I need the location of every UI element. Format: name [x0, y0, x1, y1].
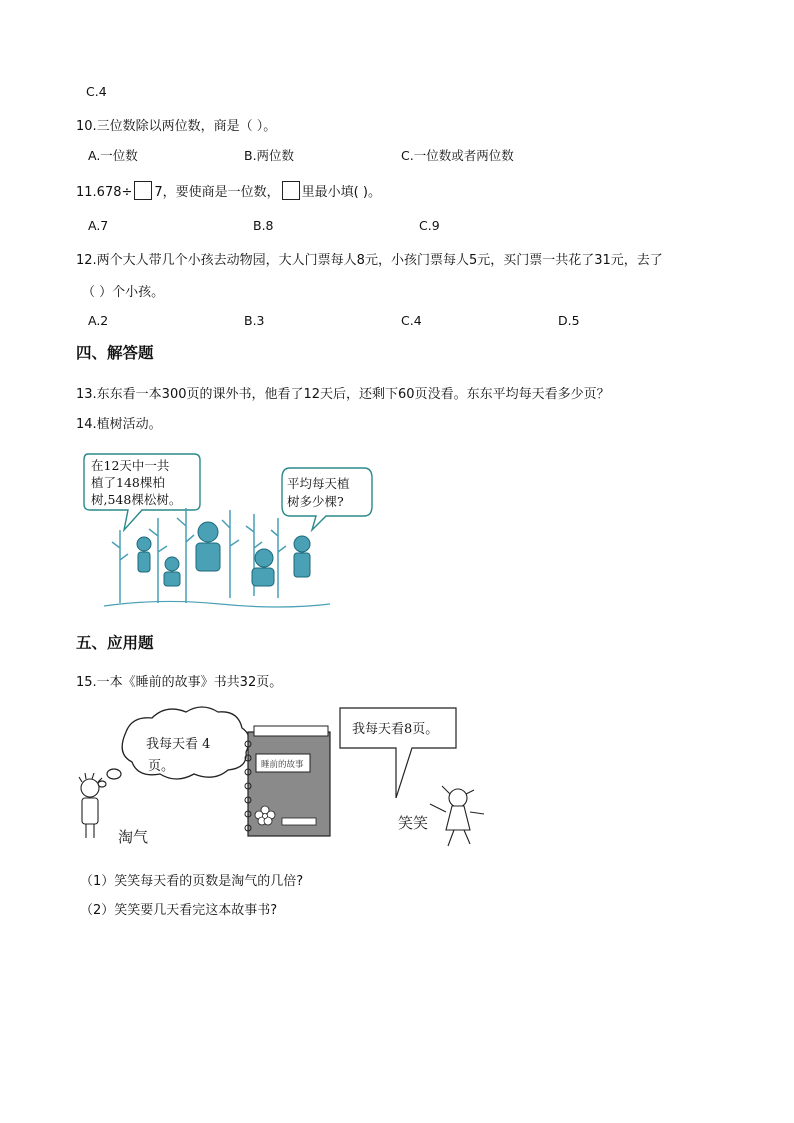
q12-option-c: C.4 [401, 313, 422, 328]
q11-suffix: 里最小填( )。 [301, 185, 381, 200]
q10-option-b: B.两位数 [244, 148, 295, 163]
q12-text-line1: 12.两个大人带几个小孩去动物园，大人门票每人8元，小孩门票每人5元，买门票一共花了31元，去了 [76, 253, 663, 268]
cloud-text-line2: 页。 [148, 759, 175, 774]
bubble-right-line2: 树多少棵? [287, 494, 344, 509]
blank-box [282, 181, 300, 200]
tree-planting-illustration [80, 448, 380, 613]
bubble-right-line1: 平均每天植 [287, 476, 350, 491]
ground-lines [104, 601, 330, 607]
speech-text: 我每天看8页。 [352, 722, 439, 737]
q11-option-b: B.8 [253, 218, 274, 233]
q15-sub1: （1）笑笑每天看的页数是淘气的几倍? [80, 874, 304, 889]
q11-middle: 7，要使商是一位数， [154, 185, 280, 200]
q15-text: 15.一本《睡前的故事》书共32页。 [76, 675, 283, 690]
section-title: 五、应用题 [76, 634, 154, 652]
q11-option-a: A.7 [88, 218, 109, 233]
q10-option-c: C.一位数或者两位数 [401, 148, 514, 163]
q11-option-c: C.9 [419, 218, 440, 233]
book-title: 睡前的故事 [261, 760, 304, 770]
q11-text [76, 181, 381, 200]
q15-sub2: （2）笑笑要几天看完这本故事书? [80, 903, 278, 918]
q12-option-a: A.2 [88, 313, 109, 328]
name-xiaoxiao: 笑笑 [398, 814, 429, 832]
section-title: 四、解答题 [76, 344, 154, 362]
q14-text: 14.植树活动。 [76, 417, 162, 432]
blank-box [134, 181, 152, 200]
reading-illustration [76, 702, 496, 862]
q12-text-line2: （ ）个小孩。 [82, 285, 165, 300]
xiaoxiao-figure [430, 786, 484, 846]
q12-option-d: D.5 [558, 313, 580, 328]
q10-text: 10.三位数除以两位数，商是（ ）。 [76, 119, 277, 134]
bubble-left-line3: 树,548棵松树。 [91, 492, 182, 507]
bubble-left-line1: 在12天中一共 [91, 458, 170, 473]
q11-prefix: 11.678÷ [76, 185, 133, 200]
q13-text: 13.东东看一本300页的课外书，他看了12天后，还剩下60页没看。东东平均每天看多少页？ [76, 387, 610, 402]
cloud-text-line1: 我每天看 4 [146, 737, 211, 752]
q10-option-a: A.一位数 [88, 148, 138, 163]
name-taoqi: 淘气 [118, 828, 149, 846]
bubble-left-line2: 植了148棵柏 [91, 475, 165, 490]
q12-option-b: B.3 [244, 313, 265, 328]
q9-option-c: C.4 [86, 84, 107, 99]
kids-planting [137, 522, 310, 586]
book [245, 726, 330, 836]
